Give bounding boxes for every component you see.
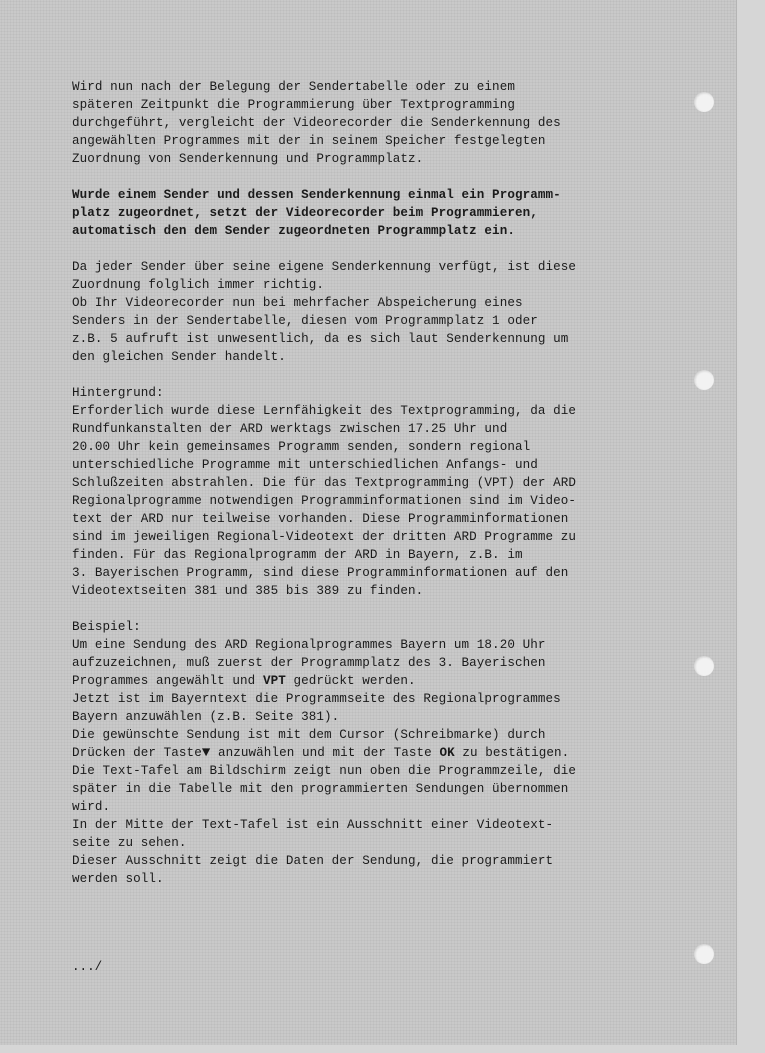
text-segment: gedrückt werden. bbox=[285, 674, 416, 688]
text-line: Rundfunkanstalten der ARD werktags zwischen 17.25 Uhr und bbox=[72, 422, 508, 436]
text-line: z.B. 5 aufruft ist unwesentlich, da es sich laut Senderkennung um bbox=[72, 332, 569, 346]
text-line bbox=[72, 672, 672, 690]
text-line: Erforderlich wurde diese Lernfähigkeit des Textprogramming, da die bbox=[72, 404, 577, 418]
vpt-key-label: VPT bbox=[262, 674, 286, 688]
text-segment: zu bestätigen. bbox=[454, 746, 570, 760]
text-line: Die Text-Tafel am Bildschirm zeigt nun oben die Programmzeile, die bbox=[72, 764, 577, 778]
text-line: Zuordnung von Senderkennung und Programmplatz. bbox=[72, 152, 424, 166]
ok-key-label: OK bbox=[439, 746, 455, 760]
text-line: Senders in der Sendertabelle, diesen vom Programmplatz 1 oder bbox=[72, 314, 538, 328]
paragraph bbox=[72, 384, 672, 600]
text-line: 3. Bayerischen Programm, sind diese Programminformationen auf den bbox=[72, 566, 569, 580]
text-line: automatisch den dem Sender zugeordneten Programmplatz ein. bbox=[72, 224, 515, 238]
text-line: den gleichen Sender handelt. bbox=[72, 350, 286, 364]
text-line: späteren Zeitpunkt die Programmierung über Textprogramming bbox=[72, 98, 515, 112]
punch-hole bbox=[694, 656, 714, 676]
punch-hole bbox=[694, 92, 714, 112]
text-line: durchgeführt, vergleicht der Videorecorder die Senderkennung des bbox=[72, 116, 561, 130]
text-line: In der Mitte der Text-Tafel ist ein Ausschnitt einer Videotext- bbox=[72, 818, 554, 832]
text-line: werden soll. bbox=[72, 872, 164, 886]
text-segment: Programmes angewählt und bbox=[72, 674, 263, 688]
text-line: wird. bbox=[72, 800, 111, 814]
text-line: später in die Tabelle mit den programmierten Sendungen übernommen bbox=[72, 782, 569, 796]
text-line: Da jeder Sender über seine eigene Senderkennung verfügt, ist diese bbox=[72, 260, 577, 274]
document-body bbox=[72, 78, 672, 906]
text-line: Ob Ihr Videorecorder nun bei mehrfacher Abspeicherung eines bbox=[72, 296, 523, 310]
text-line: Zuordnung folglich immer richtig. bbox=[72, 278, 325, 292]
text-line: Schlußzeiten abstrahlen. Die für das Textprogramming (VPT) der ARD bbox=[72, 476, 577, 490]
page-edge bbox=[736, 0, 765, 1053]
paragraph bbox=[72, 78, 672, 168]
text-line: sind im jeweiligen Regional-Videotext der dritten ARD Programme zu bbox=[72, 530, 577, 544]
example-heading: Beispiel: bbox=[72, 620, 141, 634]
text-line: Dieser Ausschnitt zeigt die Daten der Sendung, die programmiert bbox=[72, 854, 554, 868]
text-line: seite zu sehen. bbox=[72, 836, 187, 850]
text-line: unterschiedliche Programme mit unterschiedlichen Anfangs- und bbox=[72, 458, 538, 472]
paragraph-list bbox=[72, 78, 672, 600]
text-line: Wurde einem Sender und dessen Senderkennung einmal ein Programm- bbox=[72, 188, 561, 202]
text-line: Bayern anzuwählen (z.B. Seite 381). bbox=[72, 710, 340, 724]
text-line: Videotextseiten 381 und 385 bis 389 zu finden. bbox=[72, 584, 424, 598]
paragraph bbox=[72, 258, 672, 366]
bold-paragraph bbox=[72, 186, 672, 240]
text-line bbox=[72, 744, 672, 762]
text-line: Wird nun nach der Belegung der Sendertabelle oder zu einem bbox=[72, 80, 515, 94]
down-arrow-icon: ▼ bbox=[201, 745, 211, 761]
text-line: finden. Für das Regionalprogramm der ARD in Bayern, z.B. im bbox=[72, 548, 523, 562]
text-line: 20.00 Uhr kein gemeinsames Programm senden, sondern regional bbox=[72, 440, 531, 454]
text-segment: anzuwählen und mit der Taste bbox=[210, 746, 440, 760]
text-line: aufzuzeichnen, muß zuerst der Programmplatz des 3. Bayerischen bbox=[72, 656, 546, 670]
text-line: Um eine Sendung des ARD Regionalprogrammes Bayern um 18.20 Uhr bbox=[72, 638, 546, 652]
bottom-strip bbox=[0, 1045, 737, 1053]
text-line: angewählten Programmes mit der in seinem Speicher festgelegten bbox=[72, 134, 546, 148]
text-line: platz zugeordnet, setzt der Videorecorder beim Programmieren, bbox=[72, 206, 538, 220]
punch-hole bbox=[694, 370, 714, 390]
text-line: Regionalprogramme notwendigen Programminformationen sind im Video- bbox=[72, 494, 577, 508]
text-line: Die gewünschte Sendung ist mit dem Cursor (Schreibmarke) durch bbox=[72, 728, 546, 742]
continuation-marker: .../ bbox=[72, 960, 103, 974]
text-line: Jetzt ist im Bayerntext die Programmseite des Regionalprogrammes bbox=[72, 692, 561, 706]
example-section bbox=[72, 618, 672, 888]
punch-hole bbox=[694, 944, 714, 964]
text-line: Hintergrund: bbox=[72, 386, 164, 400]
text-line: text der ARD nur teilweise vorhanden. Diese Programminformationen bbox=[72, 512, 569, 526]
text-segment: Drücken der Taste bbox=[72, 746, 202, 760]
